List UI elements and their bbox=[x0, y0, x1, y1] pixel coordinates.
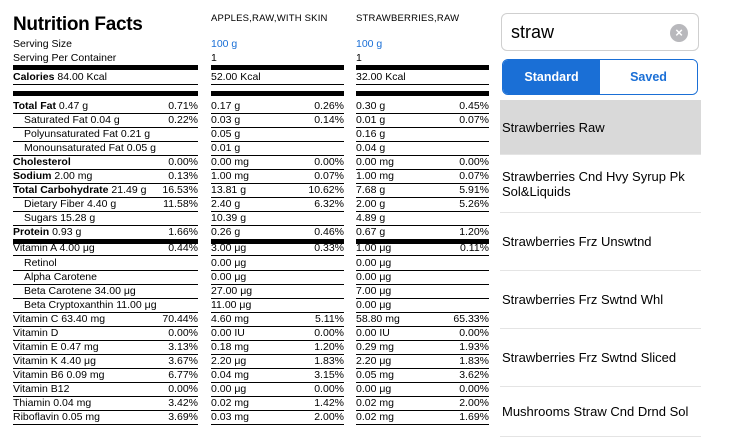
nutrient-amount: 2.40 g bbox=[211, 198, 241, 210]
nutrient-row bbox=[13, 155, 198, 170]
nutrient-amount: 63.40 mg bbox=[61, 313, 106, 325]
nutrient-row bbox=[13, 141, 198, 156]
nutrient-row bbox=[13, 169, 198, 184]
nutrient-row bbox=[13, 241, 198, 256]
nutrient-row bbox=[356, 225, 489, 240]
servings-value: 1 bbox=[356, 52, 362, 64]
result-label: Strawberries Frz Unswtnd bbox=[502, 234, 652, 249]
servings-value bbox=[211, 51, 344, 65]
nutrient-row bbox=[211, 312, 344, 327]
daily-value-percent: 3.13% bbox=[168, 341, 198, 353]
calories-value: 32.00 Kcal bbox=[356, 71, 406, 83]
nutrient-row bbox=[211, 225, 344, 240]
nutrient-amount: 0.05 mg bbox=[356, 369, 394, 381]
result-item[interactable] bbox=[500, 213, 701, 271]
nutrient-amount: 0.21 g bbox=[120, 128, 151, 140]
nutrient-amount: 7.68 g bbox=[356, 184, 386, 196]
nutrient-amount: 21.49 g bbox=[111, 184, 147, 196]
nutrient-amount: 1.00 μg bbox=[356, 242, 392, 254]
daily-value-percent: 0.00% bbox=[314, 156, 344, 168]
daily-value-percent: 3.67% bbox=[168, 355, 198, 367]
nutrient-amount: 4.00 μg bbox=[59, 242, 95, 254]
nutrient-label bbox=[13, 354, 96, 368]
calories-row bbox=[13, 70, 198, 85]
nutrient-amount: 0.00 IU bbox=[211, 327, 245, 339]
nutrient-label bbox=[24, 284, 136, 298]
nutrient-amount: 34.00 μg bbox=[94, 285, 136, 297]
result-label: Strawberries Frz Swtnd Sliced bbox=[502, 350, 677, 365]
nutrient-label bbox=[24, 141, 156, 155]
daily-value-percent: 5.11% bbox=[315, 313, 344, 325]
nutrient-name: Retinol bbox=[24, 257, 57, 269]
clear-icon[interactable]: × bbox=[670, 24, 688, 42]
nutrient-row bbox=[356, 354, 489, 369]
nutrient-name: Cholesterol bbox=[13, 156, 71, 168]
result-item[interactable] bbox=[500, 387, 701, 437]
daily-value-percent: 0.00% bbox=[168, 156, 198, 168]
nutrient-row bbox=[356, 256, 489, 271]
daily-value-percent: 1.66% bbox=[168, 226, 198, 238]
nutrient-amount: 3.00 μg bbox=[211, 242, 247, 254]
nutrient-label bbox=[24, 298, 157, 312]
servings-row bbox=[13, 51, 198, 65]
nutrient-row bbox=[356, 312, 489, 327]
nutrient-row bbox=[356, 340, 489, 355]
nutrient-amount: 58.80 mg bbox=[356, 313, 400, 325]
nutrient-amount: 0.03 g bbox=[211, 114, 241, 126]
servings-value bbox=[356, 51, 489, 65]
search-input[interactable]: straw bbox=[511, 22, 555, 42]
nutrient-amount: 0.00 μg bbox=[211, 257, 247, 269]
daily-value-percent: 0.33% bbox=[314, 242, 344, 254]
nutrient-name: Vitamin B12 bbox=[13, 383, 70, 395]
nutrient-row bbox=[211, 127, 344, 142]
nutrient-amount: 1.00 mg bbox=[211, 170, 249, 182]
nutrient-amount: 0.26 g bbox=[211, 226, 241, 238]
nutrient-label bbox=[13, 183, 146, 197]
daily-value-percent: 1.83% bbox=[314, 355, 344, 367]
nutrient-label bbox=[13, 225, 81, 239]
nutrient-label bbox=[13, 326, 58, 340]
nutrient-amount: 0.00 IU bbox=[356, 327, 390, 339]
calories-value: 52.00 Kcal bbox=[211, 71, 261, 83]
nutrient-row bbox=[356, 197, 489, 212]
nutrient-name: Vitamin B6 bbox=[13, 369, 64, 381]
nutrient-row bbox=[356, 127, 489, 142]
nutrient-amount: 2.20 μg bbox=[211, 355, 247, 367]
nutrient-row bbox=[356, 368, 489, 383]
nutrient-row bbox=[356, 99, 489, 114]
nutrient-amount: 0.29 mg bbox=[356, 341, 394, 353]
nutrient-row bbox=[356, 284, 489, 299]
nutrient-row bbox=[13, 396, 198, 411]
serving-size-label: Serving Size bbox=[13, 38, 72, 50]
nutrient-label bbox=[13, 396, 91, 410]
nutrient-amount: 0.93 g bbox=[52, 226, 82, 238]
nutrient-row bbox=[211, 396, 344, 411]
daily-value-percent: 70.44% bbox=[162, 313, 198, 325]
thick-divider bbox=[13, 91, 198, 96]
daily-value-percent: 6.32% bbox=[314, 198, 344, 210]
nutrient-amount: 0.02 mg bbox=[356, 397, 394, 409]
nutrient-row bbox=[211, 241, 344, 256]
nutrient-row bbox=[356, 396, 489, 411]
daily-value-percent: 1.20% bbox=[459, 226, 489, 238]
nutrient-row bbox=[13, 340, 198, 355]
tab-saved[interactable]: Saved bbox=[600, 60, 697, 94]
nutrient-label bbox=[24, 197, 116, 211]
result-item[interactable] bbox=[500, 100, 701, 155]
nutrient-row bbox=[211, 340, 344, 355]
nutrient-row bbox=[356, 298, 489, 313]
nutrient-name: Vitamin E bbox=[13, 341, 58, 353]
nutrient-amount: 10.39 g bbox=[211, 212, 247, 224]
nutrient-row bbox=[13, 298, 198, 313]
nutrient-row bbox=[13, 197, 198, 212]
serving-size-value: 100 g bbox=[356, 38, 383, 50]
nutrient-amount: 0.04 mg bbox=[53, 397, 92, 409]
nutrient-row bbox=[211, 99, 344, 114]
nutrient-label bbox=[13, 312, 105, 326]
nutrient-row bbox=[13, 312, 198, 327]
nutrient-row bbox=[356, 155, 489, 170]
result-item[interactable] bbox=[500, 329, 701, 387]
daily-value-percent: 65.33% bbox=[453, 313, 489, 325]
nutrient-amount: 0.00 μg bbox=[356, 299, 392, 311]
daily-value-percent: 0.07% bbox=[459, 114, 489, 126]
food-name: APPLES,RAW,WITH SKIN bbox=[211, 13, 328, 24]
nutrient-row bbox=[356, 326, 489, 341]
daily-value-percent: 0.14% bbox=[314, 114, 344, 126]
nutrient-name: Total Fat bbox=[13, 100, 56, 112]
nutrient-row bbox=[13, 326, 198, 341]
nutrient-amount: 0.04 g bbox=[356, 142, 386, 154]
nutrient-label bbox=[13, 410, 100, 424]
daily-value-percent: 2.00% bbox=[459, 397, 489, 409]
nutrient-amount: 0.01 g bbox=[211, 142, 241, 154]
daily-value-percent: 0.07% bbox=[459, 170, 489, 182]
nutrient-amount: 0.47 mg bbox=[60, 341, 99, 353]
nutrient-row bbox=[211, 211, 344, 226]
nutrient-name: Vitamin A bbox=[13, 242, 57, 254]
nutrient-row bbox=[13, 225, 198, 240]
result-label: Mushrooms Straw Cnd Drnd Sol bbox=[502, 404, 689, 419]
segmented-control bbox=[502, 59, 698, 95]
nutrient-label bbox=[24, 113, 120, 127]
nutrient-row bbox=[13, 354, 198, 369]
nutrient-amount: 0.16 g bbox=[356, 128, 386, 140]
nutrient-name: Beta Carotene bbox=[24, 285, 92, 297]
nutrient-name: Sodium bbox=[13, 170, 52, 182]
nutrient-row bbox=[211, 169, 344, 184]
nutrient-row bbox=[13, 183, 198, 198]
nutrient-amount: 1.00 mg bbox=[356, 170, 394, 182]
result-item[interactable] bbox=[500, 271, 701, 329]
nutrient-amount: 0.00 μg bbox=[356, 257, 392, 269]
nutrient-amount: 11.00 μg bbox=[211, 299, 252, 311]
nutrient-amount: 0.05 g bbox=[211, 128, 241, 140]
nutrient-name: Vitamin C bbox=[13, 313, 59, 325]
nutrient-amount: 0.05 g bbox=[126, 142, 156, 154]
nutrient-amount: 0.04 g bbox=[90, 114, 120, 126]
daily-value-percent: 6.77% bbox=[168, 369, 198, 381]
daily-value-percent: 0.00% bbox=[168, 327, 198, 339]
nutrient-row bbox=[356, 183, 489, 198]
nutrient-name: Saturated Fat bbox=[24, 114, 88, 126]
nutrient-amount: 0.02 mg bbox=[211, 397, 249, 409]
nutrient-amount: 0.05 mg bbox=[62, 411, 100, 423]
daily-value-percent: 16.53% bbox=[162, 184, 198, 196]
nutrient-amount: 4.40 g bbox=[87, 198, 117, 210]
nutrient-row bbox=[356, 270, 489, 285]
nutrient-name: Protein bbox=[13, 226, 50, 238]
nutrient-row bbox=[211, 155, 344, 170]
nutrient-row bbox=[13, 127, 198, 142]
nutrient-name: Polyunsaturated Fat bbox=[24, 128, 118, 140]
nutrient-label bbox=[13, 368, 104, 382]
nutrient-row bbox=[13, 368, 198, 383]
nutrient-amount: 2.00 g bbox=[356, 198, 386, 210]
nutrient-row bbox=[211, 284, 344, 299]
nutrient-row bbox=[211, 326, 344, 341]
daily-value-percent: 0.00% bbox=[314, 327, 344, 339]
nutrient-amount: 0.00 mg bbox=[211, 156, 249, 168]
nutrient-row bbox=[13, 99, 198, 114]
daily-value-percent: 1.83% bbox=[459, 355, 489, 367]
serving-size-value bbox=[356, 37, 489, 51]
daily-value-percent: 1.42% bbox=[314, 397, 344, 409]
daily-value-percent: 0.13% bbox=[168, 170, 198, 182]
nutrient-amount: 2.00 mg bbox=[54, 170, 93, 182]
daily-value-percent: 1.20% bbox=[314, 341, 344, 353]
daily-value-percent: 5.26% bbox=[459, 198, 489, 210]
nutrient-label bbox=[24, 256, 57, 270]
daily-value-percent: 0.44% bbox=[168, 242, 198, 254]
nutrient-amount: 7.00 μg bbox=[356, 285, 392, 297]
nutrient-label bbox=[13, 169, 92, 183]
daily-value-percent: 3.42% bbox=[168, 397, 198, 409]
nutrient-row bbox=[211, 298, 344, 313]
nutrient-amount: 4.60 mg bbox=[211, 313, 249, 325]
tab-standard[interactable]: Standard bbox=[503, 60, 600, 94]
nutrient-amount: 27.00 μg bbox=[211, 285, 253, 297]
nutrient-label bbox=[13, 99, 88, 113]
nutrient-name: Thiamin bbox=[13, 397, 51, 409]
daily-value-percent: 0.00% bbox=[459, 383, 489, 395]
nutrient-row bbox=[356, 113, 489, 128]
daily-value-percent: 0.26% bbox=[314, 100, 344, 112]
nutrient-amount: 13.81 g bbox=[211, 184, 247, 196]
serving-size-value bbox=[211, 37, 344, 51]
nutrient-label bbox=[24, 127, 150, 141]
nutrient-amount: 0.01 g bbox=[356, 114, 386, 126]
nutrient-amount: 0.47 g bbox=[58, 100, 89, 112]
thick-divider bbox=[211, 91, 344, 96]
daily-value-percent: 0.22% bbox=[168, 114, 198, 126]
nutrient-label bbox=[13, 155, 71, 169]
nutrient-name: Monounsaturated Fat bbox=[24, 142, 124, 154]
nutrient-name: Alpha Carotene bbox=[24, 271, 97, 283]
nutrient-amount: 0.30 g bbox=[356, 100, 386, 112]
nutrient-row bbox=[211, 368, 344, 383]
serving-size-value: 100 g bbox=[211, 38, 238, 50]
nutrient-row bbox=[13, 270, 198, 285]
nutrient-amount: 0.00 μg bbox=[211, 271, 247, 283]
daily-value-percent: 3.15% bbox=[314, 369, 344, 381]
nutrient-name: Riboflavin bbox=[13, 411, 60, 423]
daily-value-percent: 10.62% bbox=[308, 184, 344, 196]
nutrient-row bbox=[211, 183, 344, 198]
nutrient-row bbox=[356, 382, 489, 397]
nutrient-name: Dietary Fiber bbox=[24, 198, 85, 210]
daily-value-percent: 3.62% bbox=[459, 369, 489, 381]
nutrient-amount: 0.00 mg bbox=[356, 156, 394, 168]
calories-label bbox=[13, 70, 107, 84]
daily-value-percent: 2.00% bbox=[314, 411, 344, 423]
calories-row bbox=[211, 70, 344, 85]
nutrient-label bbox=[24, 211, 95, 225]
nutrient-label bbox=[13, 382, 69, 396]
nutrient-row bbox=[13, 113, 198, 128]
page-title: Nutrition Facts bbox=[13, 14, 143, 35]
daily-value-percent: 0.11% bbox=[460, 242, 489, 254]
calories-row bbox=[356, 70, 489, 85]
nutrient-row bbox=[356, 141, 489, 156]
nutrient-row bbox=[13, 256, 198, 271]
nutrient-amount: 4.40 μg bbox=[60, 355, 96, 367]
nutrient-name: Sugars bbox=[24, 212, 58, 224]
result-item[interactable] bbox=[500, 155, 701, 213]
nutrient-amount: 0.09 mg bbox=[66, 369, 105, 381]
nutrient-row bbox=[211, 270, 344, 285]
nutrient-amount: 2.20 μg bbox=[356, 355, 392, 367]
daily-value-percent: 0.00% bbox=[168, 383, 198, 395]
nutrient-row bbox=[13, 211, 198, 226]
nutrient-amount: 0.04 mg bbox=[211, 369, 249, 381]
nutrient-row bbox=[356, 241, 489, 256]
nutrient-amount: 0.02 mg bbox=[356, 411, 394, 423]
nutrient-label bbox=[13, 241, 95, 255]
nutrient-row bbox=[13, 284, 198, 299]
result-label: Strawberries Frz Swtnd Whl bbox=[502, 292, 664, 307]
nutrient-amount: 0.03 mg bbox=[211, 411, 249, 423]
daily-value-percent: 0.00% bbox=[459, 156, 489, 168]
nutrient-amount: 0.18 mg bbox=[211, 341, 249, 353]
nutrient-name: Total Carbohydrate bbox=[13, 184, 109, 196]
daily-value-percent: 1.69% bbox=[459, 411, 489, 423]
daily-value-percent: 11.58% bbox=[163, 198, 198, 210]
nutrient-row bbox=[211, 382, 344, 397]
daily-value-percent: 0.07% bbox=[314, 170, 344, 182]
nutrient-row bbox=[211, 256, 344, 271]
daily-value-percent: 0.00% bbox=[459, 327, 489, 339]
daily-value-percent: 0.45% bbox=[459, 100, 489, 112]
nutrient-amount: 0.00 μg bbox=[211, 383, 247, 395]
nutrient-row bbox=[211, 354, 344, 369]
thick-divider bbox=[356, 91, 489, 96]
daily-value-percent: 1.93% bbox=[459, 341, 489, 353]
nutrient-name: Vitamin D bbox=[13, 327, 59, 339]
nutrient-amount: 0.17 g bbox=[211, 100, 241, 112]
servings-value: 1 bbox=[211, 52, 217, 64]
daily-value-percent: 5.91% bbox=[459, 184, 489, 196]
serving-size-row bbox=[13, 37, 198, 51]
nutrient-name: Beta Cryptoxanthin bbox=[24, 299, 114, 311]
nutrient-amount: 0.00 μg bbox=[356, 383, 392, 395]
calories-value: 84.00 Kcal bbox=[57, 71, 107, 83]
nutrient-amount: 4.89 g bbox=[356, 212, 386, 224]
daily-value-percent: 0.71% bbox=[168, 100, 198, 112]
daily-value-percent: 3.69% bbox=[168, 411, 198, 423]
result-label: Strawberries Raw bbox=[502, 119, 605, 135]
daily-value-percent: 0.46% bbox=[314, 226, 344, 238]
nutrient-amount: 15.28 g bbox=[60, 212, 96, 224]
nutrient-row bbox=[211, 113, 344, 128]
search-field[interactable] bbox=[501, 13, 699, 51]
nutrient-amount: 0.67 g bbox=[356, 226, 386, 238]
nutrient-amount: 11.00 μg bbox=[116, 299, 157, 311]
result-label: Strawberries Cnd Hvy Syrup Pk Sol&Liquids bbox=[502, 168, 685, 199]
calories-title: Calories bbox=[13, 71, 55, 83]
nutrient-label bbox=[24, 270, 97, 284]
food-name: STRAWBERRIES,RAW bbox=[356, 13, 460, 24]
nutrient-row bbox=[211, 141, 344, 156]
nutrient-row bbox=[356, 169, 489, 184]
nutrient-row bbox=[13, 382, 198, 397]
nutrient-name: Vitamin K bbox=[13, 355, 58, 367]
daily-value-percent: 0.00% bbox=[314, 383, 344, 395]
nutrient-label bbox=[13, 340, 99, 354]
nutrient-amount: 0.00 μg bbox=[356, 271, 392, 283]
nutrient-row bbox=[211, 197, 344, 212]
nutrient-row bbox=[356, 211, 489, 226]
servings-label: Serving Per Container bbox=[13, 52, 117, 64]
